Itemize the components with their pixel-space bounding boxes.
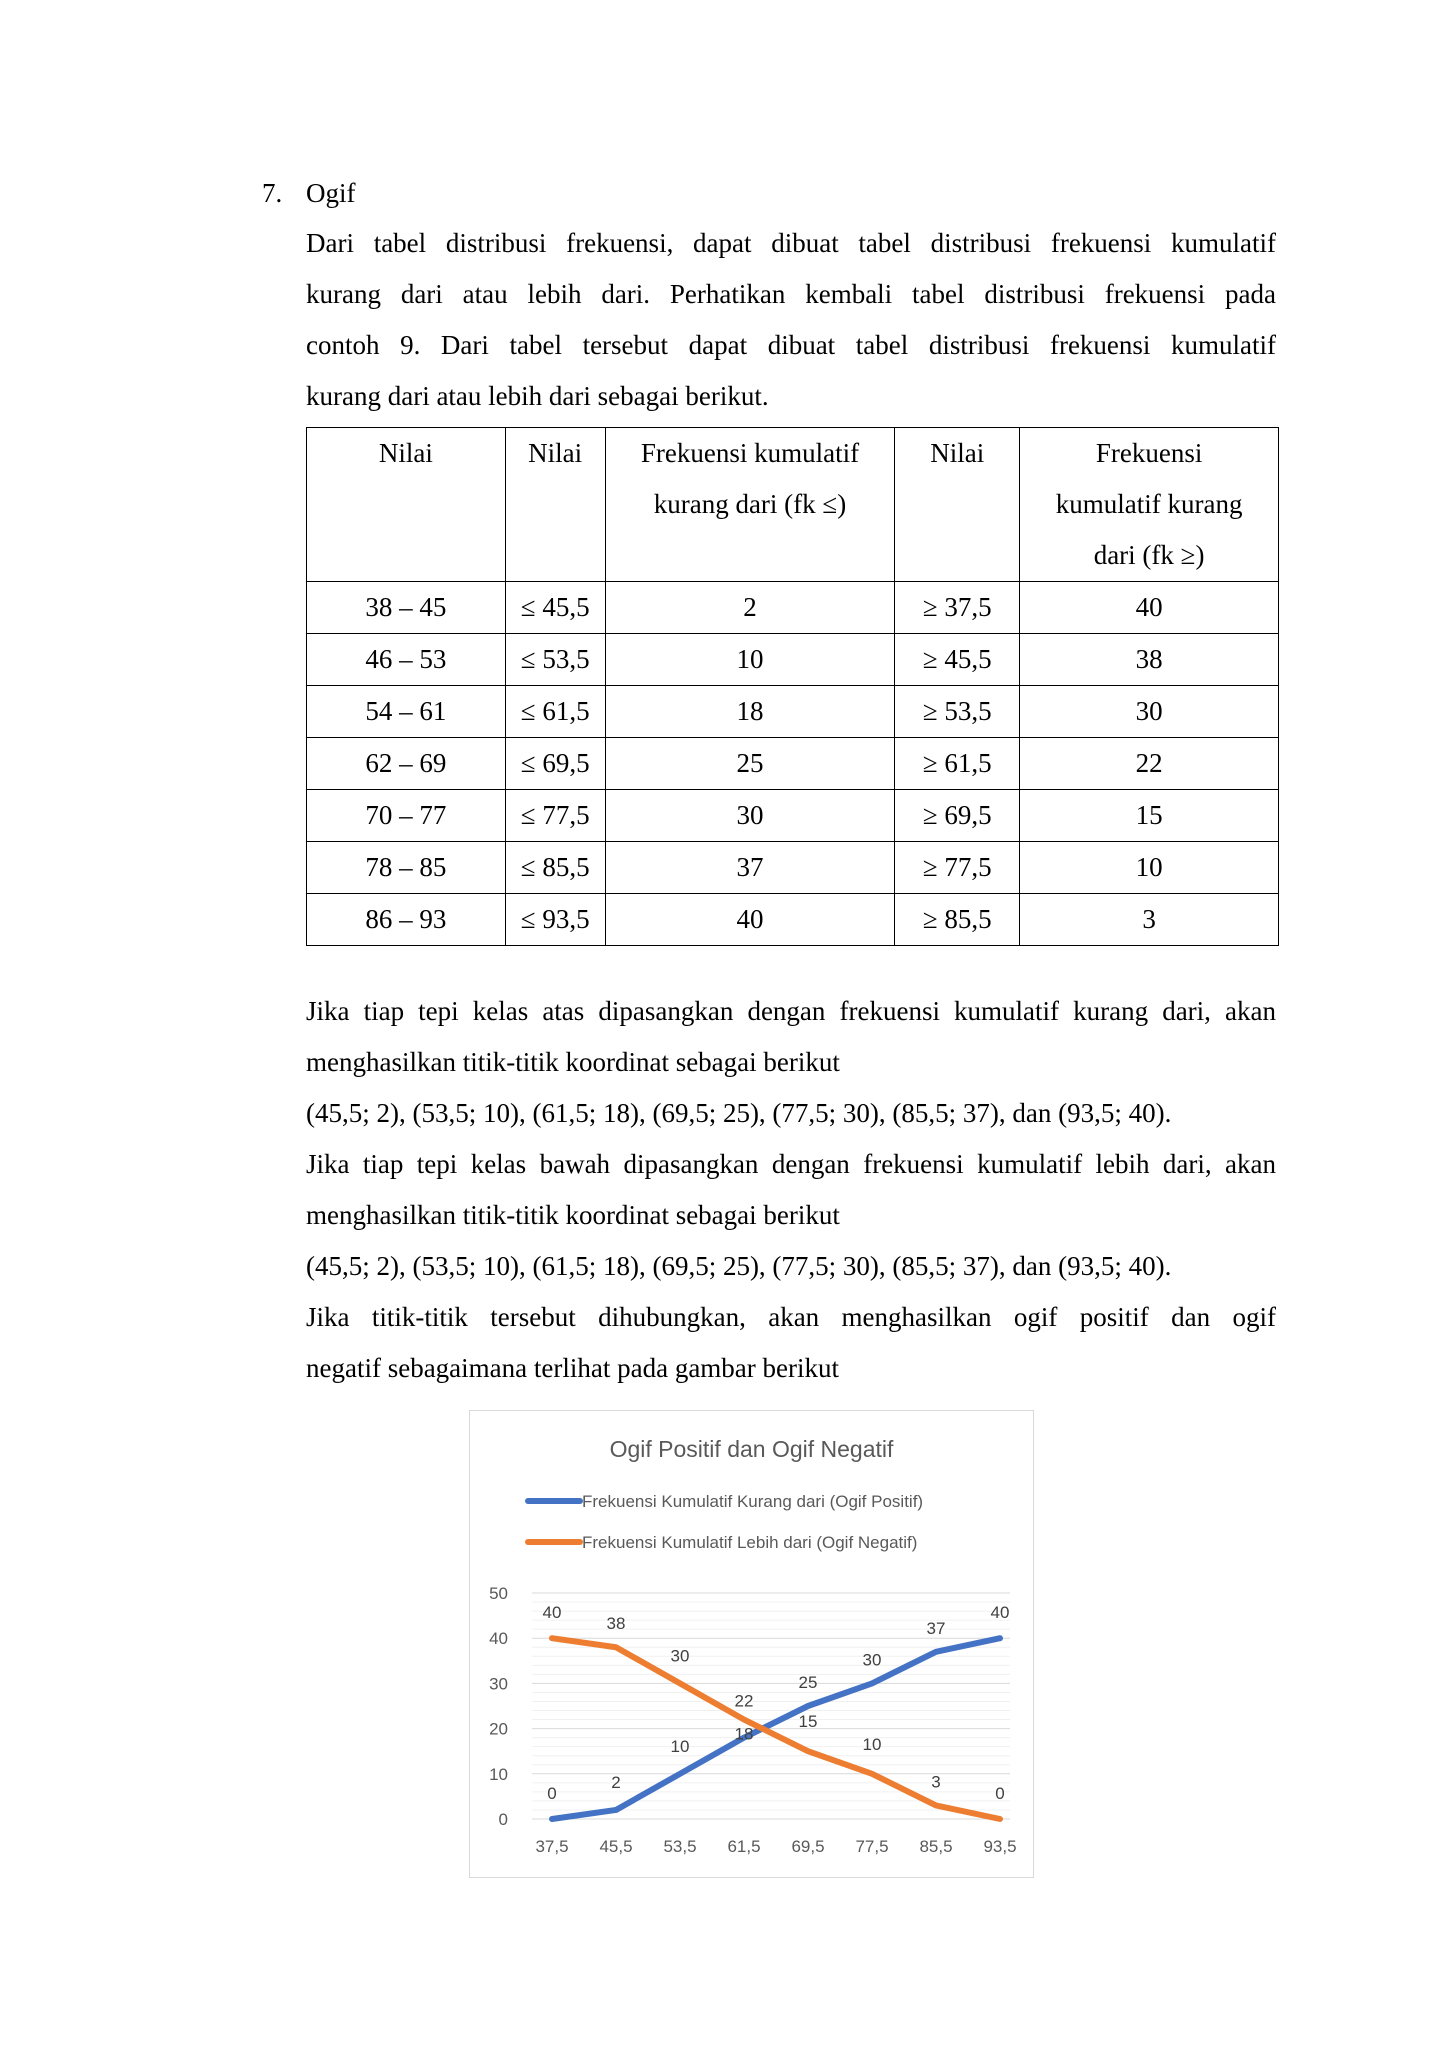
data-label: 40 [542,1603,562,1623]
table-row [307,634,1279,686]
table-cell: ≤ 85,5 [505,842,605,894]
table-cell: 86 – 93 [307,894,506,946]
intro-line: Dari tabel distribusi frekuensi, dapat dibuat tabel distribusi frekuensi kumulatif [306,228,1276,258]
table-cell: ≤ 45,5 [505,582,605,634]
data-label: 25 [798,1673,818,1692]
body-paragraph [306,986,1276,1394]
table-cell: 37 [605,842,895,894]
section-title: Ogif [306,178,356,208]
coordinate-list: (45,5; 2), (53,5; 10), (61,5; 18), (69,5; 25), (77,5; 30), (85,5; 37), dan (93,5; 40). [306,1251,1172,1281]
table-cell: ≤ 61,5 [505,686,605,738]
x-tick-label: 61,5 [727,1837,761,1856]
table-cell: 15 [1020,790,1279,842]
table-cell: ≥ 45,5 [895,634,1020,686]
data-label: 40 [990,1603,1010,1623]
table-cell: ≤ 69,5 [505,738,605,790]
table-row [307,894,1279,946]
table-cell: ≤ 77,5 [505,790,605,842]
table-cell: 38 [1020,634,1279,686]
table-cell: ≥ 77,5 [895,842,1020,894]
body-line: Jika tiap tepi kelas atas dipasangkan dengan frekuensi kumulatif kurang dari, akan [306,996,1276,1026]
coordinate-list: (45,5; 2), (53,5; 10), (61,5; 18), (69,5; 25), (77,5; 30), (85,5; 37), dan (93,5; 40). [306,1098,1172,1128]
x-tick-label: 69,5 [791,1837,825,1856]
intro-line: contoh 9. Dari tabel tersebut dapat dibuat tabel distribusi frekuensi kumulatif [306,330,1276,360]
table-row [307,790,1279,842]
chart-title: Ogif Positif dan Ogif Negatif [609,1436,894,1462]
table-header: Nilai [307,428,506,582]
data-label: 10 [670,1736,690,1756]
table-cell: ≥ 69,5 [895,790,1020,842]
x-tick-label: 53,5 [663,1837,697,1856]
y-tick-label: 20 [489,1719,508,1739]
y-tick-label: 50 [489,1584,508,1603]
table-cell: 30 [605,790,895,842]
table-cell: 38 – 45 [307,582,506,634]
table-cell: 62 – 69 [307,738,506,790]
table-header: Nilai [505,428,605,582]
ogive-chart [469,1410,1034,1878]
body-line: Jika tiap tepi kelas bawah dipasangkan dengan frekuensi kumulatif lebih dari, akan [306,1149,1276,1179]
body-line: negatif sebagaimana terlihat pada gambar berikut [306,1353,840,1383]
table-cell: 10 [605,634,895,686]
y-tick-label: 0 [498,1810,508,1829]
data-label: 30 [862,1650,882,1670]
intro-line: kurang dari atau lebih dari. Perhatikan kembali tabel distribusi frekuensi pada [306,279,1276,309]
y-tick-label: 10 [489,1764,508,1784]
table-cell: 70 – 77 [307,790,506,842]
table-header: Frekuensi kumulatif kurang dari (fk ≥) [1020,428,1279,582]
body-line: menghasilkan titik-titik koordinat sebagai berikut [306,1200,840,1230]
table-cell: 18 [605,686,895,738]
x-tick-label: 37,5 [535,1837,569,1856]
x-tick-label: 45,5 [599,1837,633,1856]
table-cell: 78 – 85 [307,842,506,894]
table-row [307,842,1279,894]
y-tick-label: 30 [489,1674,508,1694]
table-header-row [307,428,1279,582]
table-cell: 46 – 53 [307,634,506,686]
table-cell: ≤ 93,5 [505,894,605,946]
data-label: 2 [611,1772,621,1792]
table-row [307,582,1279,634]
intro-paragraph [306,218,1276,422]
data-label: 37 [926,1618,946,1638]
table-header: Nilai [895,428,1020,582]
table-cell: 10 [1020,842,1279,894]
table-row [307,686,1279,738]
data-label: 30 [670,1646,690,1666]
table-cell: 25 [605,738,895,790]
table-cell: 30 [1020,686,1279,738]
data-label: 15 [798,1712,818,1732]
table-cell: 22 [1020,738,1279,790]
table-cell: ≥ 53,5 [895,686,1020,738]
data-label: 3 [931,1772,941,1792]
section-number: 7. [262,178,283,208]
table-cell: 40 [605,894,895,946]
table-header: Frekuensi kumulatif kurang dari (fk ≤) [605,428,895,582]
data-label: 38 [606,1614,626,1634]
legend-label: Frekuensi Kumulatif Kurang dari (Ogif Positif) [582,1492,924,1511]
data-label: 22 [734,1691,754,1711]
cumulative-frequency-table [306,427,1279,946]
table-row [307,738,1279,790]
body-line: menghasilkan titik-titik koordinat sebagai berikut [306,1047,840,1077]
body-line: Jika titik-titik tersebut dihubungkan, akan menghasilkan ogif positif dan ogif [306,1302,1276,1332]
ogive-chart-svg [470,1411,1033,1877]
y-tick-label: 40 [489,1629,508,1649]
data-label: 0 [547,1784,557,1803]
x-tick-label: 85,5 [919,1837,953,1856]
legend-label: Frekuensi Kumulatif Lebih dari (Ogif Negatif) [582,1533,918,1552]
table-cell: 54 – 61 [307,686,506,738]
table-cell: 40 [1020,582,1279,634]
data-label: 10 [862,1734,882,1754]
section-heading [262,172,356,214]
intro-line: kurang dari atau lebih dari sebagai berikut. [306,381,769,411]
data-label: 0 [995,1784,1005,1803]
data-label: 18 [734,1724,754,1744]
table-cell: ≥ 61,5 [895,738,1020,790]
table-cell: ≥ 85,5 [895,894,1020,946]
table-cell: ≥ 37,5 [895,582,1020,634]
table-cell: 2 [605,582,895,634]
x-tick-label: 93,5 [983,1837,1017,1856]
table-cell: ≤ 53,5 [505,634,605,686]
table-cell: 3 [1020,894,1279,946]
x-tick-label: 77,5 [855,1837,889,1856]
